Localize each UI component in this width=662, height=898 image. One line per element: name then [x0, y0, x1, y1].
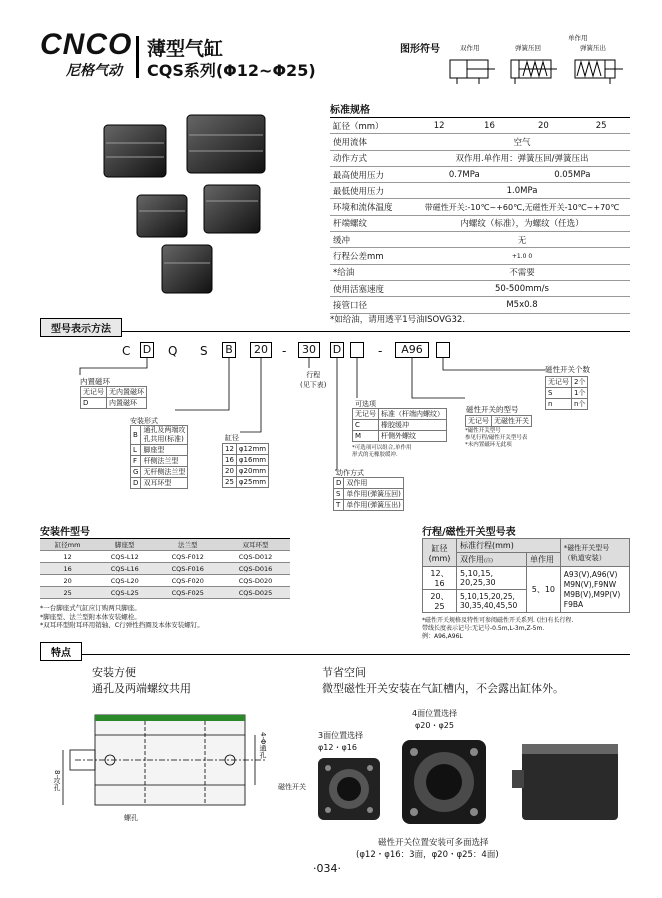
symbol-spring-out-label: 弹簧压出	[580, 44, 606, 52]
mount-parts-notes: *一台脚座式气缸应订购两只脚座。 *脚座型、法兰型附本体安装螺栓。 *双耳环型附耳环用销轴、C行弹性挡圈及本体安装螺钉。	[40, 604, 204, 629]
code-dash1: -	[282, 344, 288, 358]
code-d: D	[140, 342, 154, 358]
stroke-title: 行程 (见下表)	[300, 371, 327, 389]
page-title: 薄型气缸	[147, 38, 224, 60]
spec-row-bore: 缸径（mm） 12 16 20 25	[330, 118, 630, 134]
feature-right-sub: 微型磁性开关安装在气缸槽内，不会露出缸体外。	[322, 682, 564, 695]
option-table: 无记号 标准（杆端内螺纹） C 橡胶缓冲 M 杆侧外螺纹	[352, 408, 447, 442]
spec-row: 接管口径 M5x0.8	[330, 297, 630, 313]
switch-table: 无记号 无磁性开关	[465, 415, 532, 427]
mounting-drawing	[55, 705, 285, 825]
spec-row: 使用活塞速度 50-500mm/s	[330, 280, 630, 296]
code-switch: A96	[395, 342, 429, 358]
pos4-label: 4面位置选择	[412, 709, 458, 718]
spec-title: 标准规格	[330, 105, 370, 116]
option-note: *可选项可以组合,单作用 形式的无橡胶缓冲.	[352, 445, 412, 458]
page-number: ·034·	[313, 862, 341, 875]
code-s: S	[200, 344, 209, 358]
symbol-label: 图形符号	[400, 44, 440, 55]
pos3-sub: φ12・φ16	[318, 743, 357, 752]
spec-row: 环境和流体温度 带磁性开关:-10℃~+60℃,无磁性开关-10℃~+70℃	[330, 199, 630, 215]
code-bore: 20	[250, 342, 272, 358]
stroke-table-title: 行程/磁性开关型号表	[422, 527, 516, 538]
magnet-title: 内置磁环	[80, 377, 110, 386]
bore-table: 12 φ12mm 16 φ16mm 20 φ20mm 25 φ25mm	[222, 443, 269, 488]
count-title: 磁性开关个数	[545, 365, 590, 374]
action-table: D 双作用 S 单作用(弹簧压回) T 单作用(弹簧压出)	[333, 477, 404, 511]
feature-left-title: 安装方便	[92, 666, 136, 679]
brand-cn: 尼格气动	[66, 63, 122, 79]
brand-logo: CNCO	[40, 28, 133, 61]
screw-hole-label: 螺孔	[124, 814, 138, 822]
symbol-double-label: 双作用	[460, 44, 480, 52]
spec-row: 杆端螺纹 内螺纹（标准），为螺纹（任选）	[330, 215, 630, 231]
features-title: 特点	[40, 642, 82, 661]
mount-parts-table: 缸径mm 脚座型 法兰型 双耳环型 12 CQS-L12 CQS-F012 CQS-D012 16 CQS-L16 CQS-F016 CQS-D016 20 CQS-L20 CQS-F020 CQS-D020 25 CQS-L25 CQS-F025 CQS-D025	[40, 538, 290, 599]
mount-parts-title: 安装件型号	[40, 527, 90, 538]
stroke-table-notes: *磁性开关规格及特性可参阅磁性开关系列. (注)有长行程. 带线长度表示记号:无记号-0.5m,L-3m,Z-5m. 例：A96,A96L	[422, 617, 574, 640]
option-title: 可选项	[355, 400, 376, 408]
action-title: 动作方式	[336, 469, 364, 477]
code-stroke: 30	[298, 342, 320, 358]
mount-form-table: B 通孔及两端攻 孔共用(标准) L 脚座型 F 杆侧法兰型 G 无杆侧法兰型 D 双耳环型	[130, 425, 188, 489]
switch-title: 磁性开关的型号	[466, 405, 519, 414]
code-dash2: -	[378, 344, 384, 358]
thread-hole-label: 8-攻孔	[53, 770, 61, 791]
spec-row: 最低使用压力 1.0MPa	[330, 183, 630, 199]
model-title: 型号表示方法	[40, 318, 122, 337]
bore-title: 缸径	[225, 434, 239, 442]
code-action: D	[330, 342, 344, 358]
pos4-sub: φ20・φ25	[415, 721, 454, 730]
switch-position-photos	[310, 730, 640, 840]
symbol-single-label: 单作用	[568, 34, 588, 42]
magnet-table: 无记号 无内置磁环 D 内置磁环	[80, 386, 147, 409]
switch-note: *磁性开关型号 参见行程/磁性开关型号表 *未内置磁环无此项	[465, 428, 528, 448]
spec-row: 动作方式 双作用.单作用：弹簧压回/弹簧压出	[330, 150, 630, 166]
mount-form-title: 安装形式	[130, 417, 158, 425]
stroke-table: 缸径 (mm) 标准行程(mm) *磁性开关型号 （轨道安装） 双作用(注) 单作用 12、16 5,10,15, 20,25,30 5、10 A93(V),A96(V) M9N(V),F9NW M9B(V),M9P(V) F9BA 20、25 5,10,15,20,25, 30,35,40,45,50	[422, 538, 630, 613]
code-q: Q	[168, 344, 179, 358]
page-subtitle: CQS系列(Φ12~Φ25)	[147, 61, 316, 80]
feature-right-title: 节省空间	[322, 666, 366, 679]
spec-row: 缓冲 无	[330, 232, 630, 248]
spec-note: *如给油，请用透平1号油ISOVG32.	[330, 315, 466, 325]
bottom-caption-2: (φ12・φ16：3面，φ20・φ25：4面)	[356, 850, 499, 860]
count-table: 无记号 2个 S 1个 n n个	[545, 376, 588, 410]
switch-label: 磁性开关	[278, 783, 306, 791]
code-mount: B	[222, 342, 236, 358]
feature-left-sub: 通孔及两端螺纹共用	[92, 682, 191, 695]
spec-row: 使用流体 空气	[330, 134, 630, 150]
spec-row: 最高使用压力 0.7MPa 0.05MPa	[330, 166, 630, 182]
spec-row: *给油 不需要	[330, 264, 630, 280]
thru-hole-label: 4-Φ通孔	[259, 732, 267, 759]
symbol-spring-return-label: 弹簧压回	[515, 44, 541, 52]
bottom-caption-1: 磁性开关位置安装可多面选择	[378, 838, 489, 848]
pos3-label: 3面位置选择	[318, 731, 364, 740]
code-c: C	[122, 344, 132, 358]
spec-row: 行程公差mm +1.0 0	[330, 248, 630, 264]
